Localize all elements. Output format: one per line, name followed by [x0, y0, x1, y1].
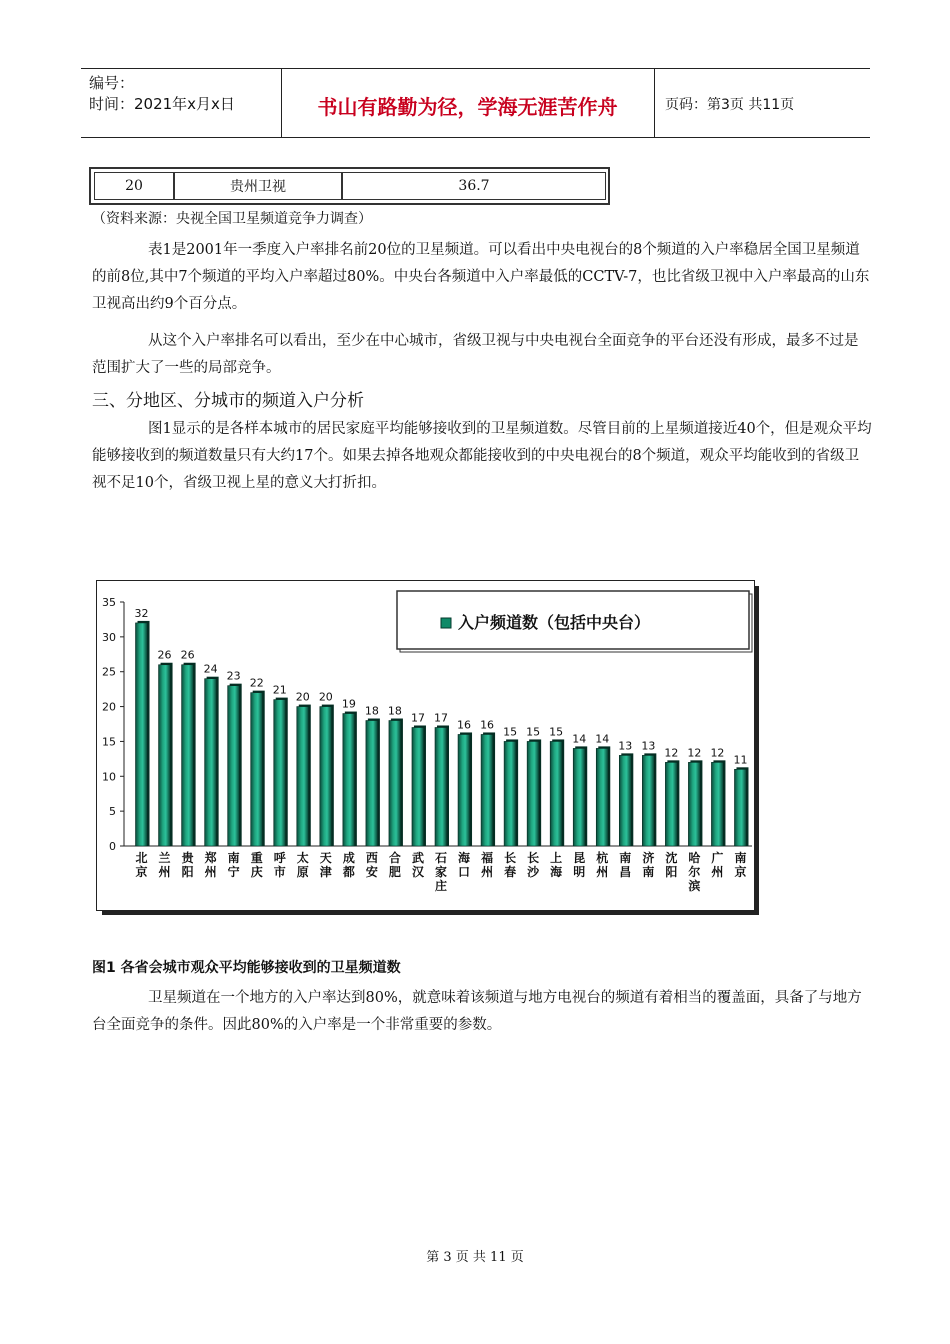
bar-value-label: 16 — [480, 718, 495, 732]
bar — [665, 762, 677, 846]
x-tick-label: 广州 — [711, 851, 724, 879]
bar — [343, 714, 355, 846]
bar-value-label: 17 — [434, 711, 448, 725]
chart-legend — [397, 591, 752, 652]
x-tick-label: 昆明 — [573, 851, 586, 879]
header-motto: 书山有路勤为径，学海无涯苦作舟 — [317, 95, 618, 119]
bar — [136, 623, 148, 846]
y-tick-label: 25 — [102, 665, 116, 679]
bar-value-label: 12 — [710, 746, 725, 760]
section-heading: 三、分地区、分城市的频道入户分析 — [92, 391, 364, 411]
bar — [596, 748, 608, 846]
x-tick-label: 上海 — [550, 851, 563, 879]
bar — [320, 707, 332, 846]
bar-value-label: 15 — [549, 725, 564, 739]
bar-value-label: 26 — [180, 648, 195, 662]
chart-svg — [96, 580, 760, 916]
bar-value-label: 23 — [226, 669, 241, 683]
bar-value-label: 12 — [687, 746, 702, 760]
x-tick-label: 成都 — [342, 851, 355, 879]
x-tick-label: 海口 — [458, 851, 471, 879]
bar-value-label: 21 — [272, 683, 287, 697]
ranking-table — [89, 167, 610, 205]
doc-number-label: 编号： — [89, 74, 135, 92]
x-tick-label: 南昌 — [619, 851, 632, 879]
bar — [366, 721, 378, 846]
y-tick-label: 35 — [102, 596, 116, 609]
x-tick-label: 武汉 — [411, 851, 424, 879]
x-tick-label: 西安 — [365, 851, 378, 879]
x-tick-label: 合肥 — [388, 851, 401, 879]
paragraph-2: 从这个入户率排名可以看出，至少在中心城市，省级卫视与中央电视台全面竞争的平台还没有形成，最多不过是范围扩大了一些的局部竞争。 — [92, 333, 859, 376]
bar — [550, 741, 562, 846]
bar-value-label: 26 — [157, 648, 172, 662]
x-tick-label: 福州 — [481, 851, 494, 879]
bar-value-label: 14 — [595, 732, 610, 746]
bar — [619, 755, 631, 846]
bar — [412, 727, 424, 846]
bar — [711, 762, 723, 846]
bar — [228, 686, 240, 846]
x-tick-label: 沈阳 — [665, 851, 678, 879]
bar — [504, 741, 516, 846]
bar-value-label: 16 — [457, 718, 472, 732]
x-tick-label: 天津 — [319, 851, 332, 879]
x-tick-label: 兰州 — [158, 851, 171, 879]
y-tick-label: 10 — [102, 770, 116, 784]
bar — [481, 734, 493, 846]
bar — [159, 665, 171, 846]
x-tick-label: 长沙 — [527, 851, 540, 879]
bar — [205, 679, 217, 846]
bar-value-label: 12 — [664, 746, 679, 760]
chart-frame-shadow — [102, 911, 759, 915]
bar-value-label: 15 — [503, 725, 518, 739]
bar-value-label: 18 — [364, 704, 379, 718]
bar-value-label: 17 — [410, 711, 425, 725]
paragraph-3: 图1显示的是各样本城市的居民家庭平均能够接收到的卫星频道数。尽管目前的上星频道接近40个，但是观众平均能够接收到的频道数量只有大约17个。如果去掉各地观众都能接收到的中央电视台的8个频道，观众平均能收到的省级卫视不足10个，省级卫视上星的意义大打折扣。 — [92, 421, 872, 491]
paragraph-1: 表1是2001年一季度入户率排名前20位的卫星频道。可以看出中央电视台的8个频道的入户率稳居全国卫星频道的前8位,其中7个频道的平均入户率超过80%。中央台各频道中入户率最低的CCTV-7，也比省级卫视中入户率最高的山东卫视高出约9个百分点。 — [92, 242, 870, 312]
bar-value-label: 20 — [295, 690, 310, 704]
page-footer: 第 3 页 共 11 页 — [426, 1250, 524, 1265]
bar — [688, 762, 700, 846]
legend-label: 入户频道数（包括中央台） — [458, 613, 651, 632]
channel-count-chart — [96, 580, 760, 916]
bar-value-label: 18 — [387, 704, 402, 718]
bar — [389, 721, 401, 846]
y-tick-label: 30 — [102, 630, 116, 644]
bar-value-label: 13 — [641, 739, 656, 753]
bar — [274, 700, 286, 846]
x-tick-label: 石家庄 — [434, 851, 448, 893]
y-tick-label: 15 — [102, 735, 116, 749]
y-tick-label: 20 — [102, 700, 116, 714]
bar-value-label: 13 — [618, 739, 633, 753]
bar — [458, 734, 470, 846]
header-page-number: 页码：第3页 共11页 — [665, 97, 795, 113]
table-cell-value: 36.7 — [342, 172, 606, 200]
x-tick-label: 呼市 — [273, 851, 286, 879]
x-tick-label: 北京 — [135, 851, 148, 879]
source-note: （资料来源：央视全国卫星频道竞争力调查） — [92, 211, 372, 227]
y-tick-label: 0 — [109, 840, 116, 853]
bar-value-label: 14 — [572, 732, 587, 746]
x-tick-label: 太原 — [296, 851, 309, 879]
bar-value-label: 20 — [318, 690, 333, 704]
chart-frame-shadow — [755, 586, 759, 915]
bar — [251, 693, 263, 846]
x-tick-label: 杭州 — [596, 851, 609, 879]
x-tick-label: 哈尔滨 — [688, 851, 701, 893]
x-tick-label: 南宁 — [227, 851, 240, 879]
bar — [573, 748, 585, 846]
header-meta — [89, 73, 235, 115]
bar-value-label: 19 — [341, 697, 356, 711]
page-header — [81, 68, 870, 138]
bar-value-label: 32 — [134, 606, 149, 620]
y-tick-label: 5 — [109, 805, 116, 819]
bar-value-label: 15 — [526, 725, 541, 739]
figure-caption: 图1 各省会城市观众平均能够接收到的卫星频道数 — [92, 960, 401, 976]
table-cell-channel: 贵州卫视 — [174, 172, 342, 200]
bar-value-label: 22 — [249, 676, 264, 690]
bar — [734, 769, 746, 846]
x-tick-label: 郑州 — [204, 851, 217, 879]
paragraph-4: 卫星频道在一个地方的入户率达到80%，就意味着该频道与地方电视台的频道有着相当的覆盖面，具备了与地方台全面竞争的条件。因此80%的入户率是一个非常重要的参数。 — [92, 990, 862, 1033]
bar — [297, 707, 309, 846]
bar — [642, 755, 654, 846]
header-divider — [654, 69, 655, 137]
x-tick-label: 重庆 — [250, 851, 263, 879]
doc-date-label: 时间：2021年x月x日 — [89, 95, 235, 113]
bar — [435, 727, 447, 846]
bar-value-label: 11 — [733, 753, 748, 767]
table-cell-rank: 20 — [94, 172, 174, 200]
x-tick-label: 南京 — [734, 851, 747, 879]
x-tick-label: 济南 — [642, 851, 655, 879]
bar — [527, 741, 539, 846]
x-tick-label: 贵阳 — [181, 851, 194, 879]
bar — [182, 665, 194, 846]
legend-swatch — [441, 618, 451, 628]
x-tick-label: 长春 — [504, 851, 517, 879]
bar-value-label: 24 — [203, 662, 218, 676]
